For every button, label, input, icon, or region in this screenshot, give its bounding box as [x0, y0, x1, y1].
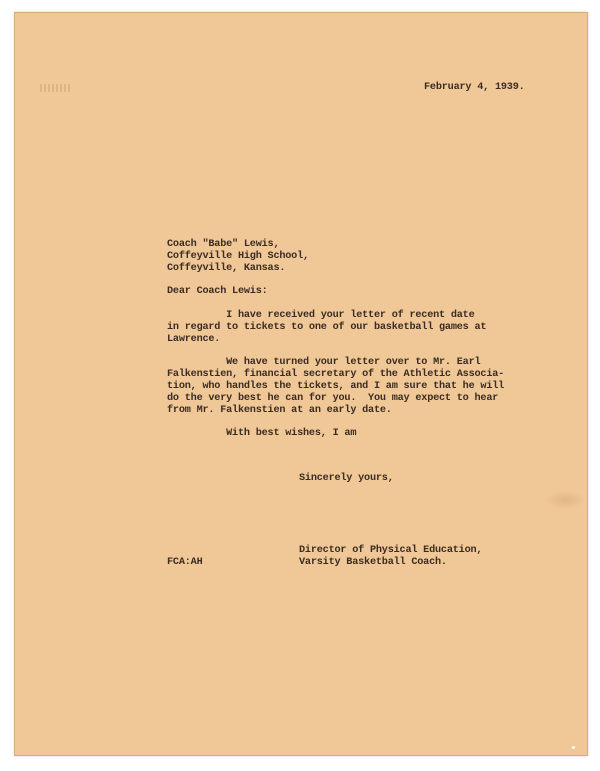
complimentary-close: Sincerely yours,	[299, 473, 394, 484]
paragraph2-line-2: Falkenstien, financial secretary of the Athletic Associa-	[167, 369, 505, 380]
paragraph2-line-5: from Mr. Falkenstien at an early date.	[167, 405, 392, 416]
letter-page	[14, 12, 588, 756]
paragraph1-line-2: in regard to tickets to one of our basketball games at	[167, 322, 487, 333]
salutation: Dear Coach Lewis:	[167, 286, 268, 297]
paragraph2-line-4: do the very best he can for you. You may expect to hear	[167, 393, 499, 404]
letter-date: February 4, 1939.	[424, 82, 525, 93]
closing-line: With best wishes, I am	[167, 428, 357, 439]
signature-title-1: Director of Physical Education,	[299, 545, 483, 556]
paragraph1-line-1: I have received your letter of recent date	[167, 310, 475, 321]
signature-title-2: Varsity Basketball Coach.	[299, 557, 447, 568]
recipient-line-1: Coach "Babe" Lewis,	[167, 239, 280, 250]
paragraph2-line-1: We have turned your letter over to Mr. Earl	[167, 357, 481, 368]
faint-stamp-mark	[40, 84, 70, 92]
recipient-line-2: Coffeyville High School,	[167, 251, 309, 262]
paragraph2-line-3: tion, who handles the tickets, and I am sure that he will	[167, 381, 505, 392]
typist-initials: FCA:AH	[167, 557, 203, 568]
corner-speck	[572, 746, 575, 749]
paragraph1-line-3: Lawrence.	[167, 334, 221, 345]
paper-stain	[545, 491, 585, 509]
recipient-line-3: Coffeyville, Kansas.	[167, 263, 286, 274]
